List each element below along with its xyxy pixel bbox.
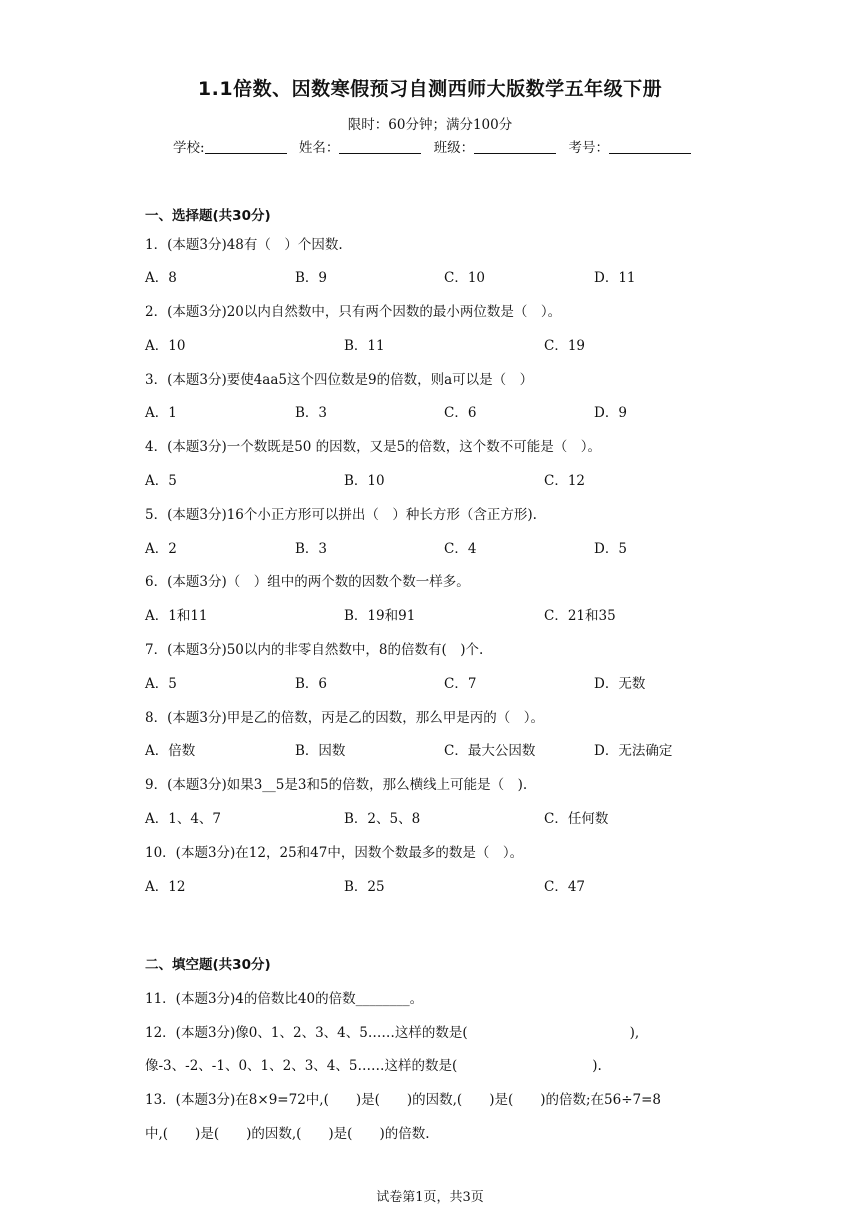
section-heading-choice: 一、选择题(共30分) — [145, 208, 271, 224]
option-c: C．任何数 — [544, 811, 609, 827]
option-c: C．6 — [444, 405, 477, 421]
school-label: 学校: — [173, 140, 205, 156]
class-label: 班级： — [433, 140, 475, 156]
option-d: D．无法确定 — [594, 743, 673, 759]
option-a: A．12 — [145, 879, 186, 895]
option-b: B．10 — [344, 473, 385, 489]
question-text: 5．(本题3分)16个小正方形可以拼出（ ）种长方形（含正方形). — [145, 507, 537, 523]
option-b: B．9 — [295, 270, 328, 286]
question-options — [145, 604, 705, 624]
option-a: A．1和11 — [145, 608, 208, 624]
option-b: B．2、5、8 — [344, 811, 421, 827]
question-text-continued: 像-3、-2、-1、0、1、2、3、4、5……这样的数是( ). — [145, 1058, 602, 1074]
question-text: 10．(本题3分)在12，25和47中，因数个数最多的数是（ ）。 — [145, 845, 524, 861]
option-a: A．8 — [145, 270, 177, 286]
option-a: A．2 — [145, 541, 177, 557]
section-heading-fill: 二、填空题(共30分) — [145, 957, 271, 973]
question-text: 7．(本题3分)50以内的非零自然数中，8的倍数有( )个. — [145, 642, 484, 658]
option-b: B．3 — [295, 541, 328, 557]
option-b: B．因数 — [295, 743, 346, 759]
option-b: B．3 — [295, 405, 328, 421]
option-c: C．10 — [444, 270, 486, 286]
question-options — [145, 672, 705, 692]
option-c: C．21和35 — [544, 608, 616, 624]
option-d: D．无数 — [594, 676, 646, 692]
question-text: 3．(本题3分)要使4aa5这个四位数是9的倍数，则a可以是（ ） — [145, 372, 534, 388]
page-title: 1.1倍数、因数寒假预习自测西师大版数学五年级下册 — [197, 78, 663, 100]
option-b: B．19和91 — [344, 608, 416, 624]
option-c: C．12 — [544, 473, 586, 489]
option-c: C．19 — [544, 338, 586, 354]
student-info-fields — [0, 136, 860, 156]
name-blank — [339, 139, 421, 154]
question-text: 11．(本题3分)4的倍数比40的倍数________。 — [145, 991, 424, 1007]
question-options — [145, 537, 705, 557]
option-b: B．6 — [295, 676, 328, 692]
class-blank — [474, 139, 556, 154]
school-blank — [205, 139, 287, 154]
exam-info: 限时：60分钟；满分100分 — [347, 117, 513, 133]
option-a: A．5 — [145, 676, 177, 692]
exam-number-blank — [609, 139, 691, 154]
question-text: 12．(本题3分)像0、1、2、3、4、5……这样的数是( ), — [145, 1025, 640, 1041]
option-b: B．25 — [344, 879, 385, 895]
option-a: A．1 — [145, 405, 177, 421]
option-a: A．倍数 — [145, 743, 196, 759]
option-b: B．11 — [344, 338, 385, 354]
question-options — [145, 739, 705, 759]
exam-number-label: 考号： — [568, 140, 609, 156]
page-footer: 试卷第1页，共3页 — [376, 1190, 484, 1205]
question-options — [145, 401, 705, 421]
option-d: D．9 — [594, 405, 627, 421]
question-text: 8．(本题3分)甲是乙的倍数，丙是乙的因数，那么甲是丙的（ ）。 — [145, 710, 544, 726]
question-text: 4．(本题3分)一个数既是50 的因数，又是5的倍数，这个数不可能是（ ）。 — [145, 439, 602, 455]
option-d: D．11 — [594, 270, 636, 286]
question-text-continued: 中,( )是( )的因数,( )是( )的倍数. — [145, 1126, 430, 1142]
option-a: A．5 — [145, 473, 177, 489]
question-options — [145, 875, 705, 895]
question-options — [145, 334, 705, 354]
question-options — [145, 807, 705, 827]
option-a: A．1、4、7 — [145, 811, 222, 827]
question-text: 13．(本题3分)在8×9=72中,( )是( )的因数,( )是( )的倍数;在56÷7=8 — [145, 1092, 662, 1108]
question-options — [145, 469, 705, 489]
option-c: C．4 — [444, 541, 477, 557]
option-c: C．47 — [544, 879, 586, 895]
question-options — [145, 266, 705, 286]
option-c: C．最大公因数 — [444, 743, 536, 759]
question-text: 6．(本题3分)（ ）组中的两个数的因数个数一样多。 — [145, 574, 470, 590]
name-label: 姓名： — [298, 140, 340, 156]
question-text: 2．(本题3分)20以内自然数中，只有两个因数的最小两位数是（ ）。 — [145, 304, 562, 320]
option-a: A．10 — [145, 338, 186, 354]
option-d: D．5 — [594, 541, 627, 557]
question-text: 1．(本题3分)48有（ ）个因数. — [145, 237, 343, 253]
option-c: C．7 — [444, 676, 477, 692]
question-text: 9．(本题3分)如果3__5是3和5的倍数，那么横线上可能是（ ). — [145, 777, 528, 793]
